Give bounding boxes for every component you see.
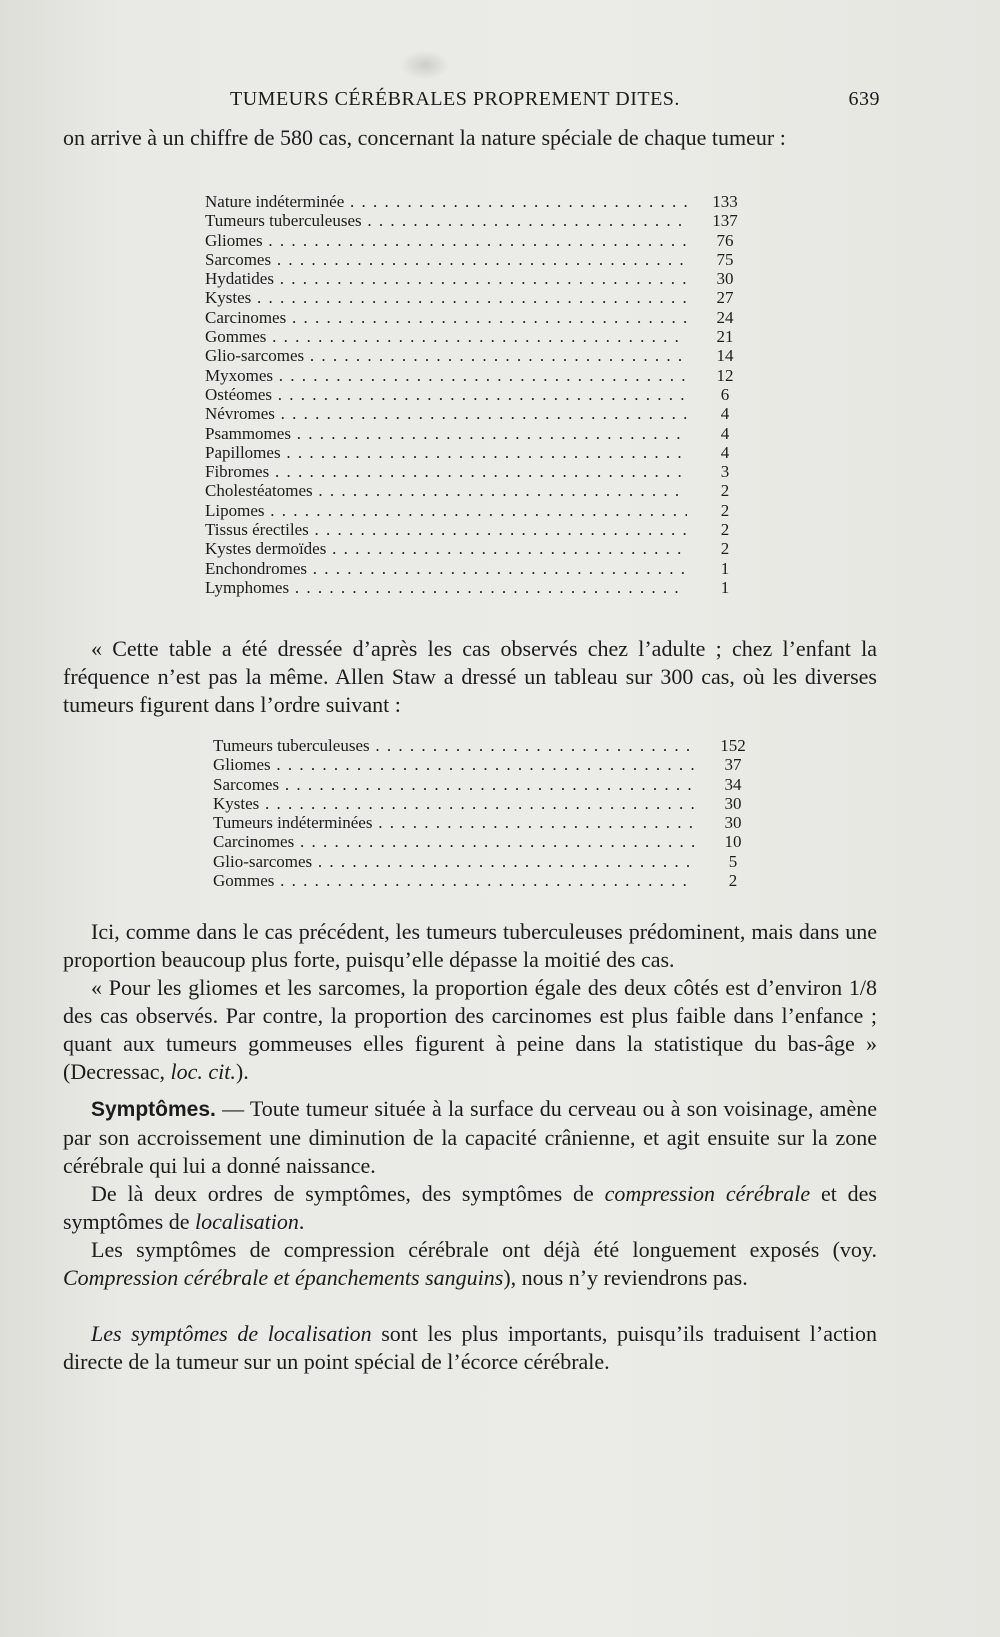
table-row-label: Ostéomes . . . [205, 385, 687, 404]
adult-table-row [205, 269, 745, 288]
gliomes-text: « Pour les gliomes et les sarcomes, la proportion égale des deux côtés est d’environ 1/8 des cas observés. Par contre, la proportion des carcinomes est plus faible dans l’enfance ; quant aux tumeurs gommeuses elles figurent à peine dans la statistique du bas-âge » (Decressac, [63, 975, 877, 1084]
table-row-count: 137 [712, 211, 738, 231]
symptomes-paragraph [63, 1095, 877, 1180]
table-row-count: 6 [720, 384, 730, 404]
table-row-label: Lipomes . . . [205, 501, 687, 520]
adult-table-row [205, 520, 745, 539]
child-table-row [213, 794, 753, 813]
table-row-count: 30 [724, 793, 742, 813]
child-table-row [213, 871, 753, 890]
localisation-paragraph [63, 1320, 877, 1376]
table-row-label: Kystes . . . [205, 288, 687, 307]
table-row-label: Carcinomes . . . [213, 832, 695, 851]
table-row-count: 12 [716, 365, 734, 385]
adult-table-row [205, 501, 745, 520]
page-number: 639 [848, 88, 880, 110]
table-row-label: Fibromes . . . [205, 462, 687, 481]
table-row-count: 2 [720, 539, 730, 559]
table-row-count: 24 [716, 307, 734, 327]
adult-table-row [205, 424, 745, 443]
child-table-row [213, 852, 753, 871]
ordres-paragraph [63, 1180, 877, 1236]
compression-paragraph [63, 1236, 877, 1292]
compression-text-b: ), nous n’y reviendrons pas. [503, 1265, 748, 1290]
adult-table-row [205, 192, 745, 211]
table-row-label: Glio-sarcomes . . . [205, 346, 687, 365]
table-row-label: Lymphomes . . . [205, 578, 687, 597]
adult-table-row [205, 327, 745, 346]
table-row-label: Psammomes . . . [205, 424, 687, 443]
table-row-count: 4 [720, 423, 730, 443]
adult-table-row [205, 559, 745, 578]
table-row-count: 34 [724, 774, 742, 794]
table-row-label: Kystes . . . [213, 794, 695, 813]
table-row-label: Sarcomes . . . [205, 250, 687, 269]
table-row-label: Myxomes . . . [205, 366, 687, 385]
comparison-paragraphs [63, 918, 877, 1086]
table-row-count: 5 [728, 851, 738, 871]
table-row-count: 4 [720, 404, 730, 424]
localisation-italic: Les symptômes de localisation [91, 1321, 372, 1346]
table-row-label: Sarcomes . . . [213, 775, 695, 794]
gliomes-citation: loc. cit. [170, 1059, 236, 1084]
adult-table-row [205, 288, 745, 307]
adult-table-row [205, 231, 745, 250]
table-row-label: Kystes dermoïdes . . . [205, 539, 687, 558]
staw-paragraph: « Cette table a été dressée d’après les cas observés chez l’adulte ; chez l’enfant la fréquence n’est pas la même. Allen Staw a dressé un tableau sur 300 cas, où les diverses tumeurs figurent dans l’ordre suivant : [63, 636, 877, 717]
adult-table-row [205, 481, 745, 500]
table-row-label: Hydatides . . . [205, 269, 687, 288]
adult-table-row [205, 346, 745, 365]
table-row-count: 10 [724, 832, 742, 852]
localisation-text: sont les plus importants, puisqu’ils traduisent l’action directe de la tumeur sur un point spécial de l’écorce cérébrale. [63, 1321, 877, 1374]
adult-table-row [205, 211, 745, 230]
ici-paragraph: Ici, comme dans le cas précédent, les tumeurs tuberculeuses prédominent, mais dans une proportion beaucoup plus forte, puisqu’elle dépasse la moitié des cas. [63, 919, 877, 972]
child-table-row [213, 755, 753, 774]
table-row-label: Névromes . . . [205, 404, 687, 423]
table-row-label: Enchondromes . . . [205, 559, 687, 578]
adult-table-row [205, 404, 745, 423]
table-row-count: 75 [716, 249, 734, 269]
table-row-label: Cholestéatomes . . . [205, 481, 687, 500]
adult-table-row [205, 385, 745, 404]
table-row-count: 2 [728, 871, 738, 891]
child-table-row [213, 813, 753, 832]
table-row-count: 1 [720, 577, 730, 597]
table-row-label: Tumeurs tuberculeuses . . . [213, 736, 695, 755]
adult-table-row [205, 462, 745, 481]
adult-table-row [205, 443, 745, 462]
table-row-label: Gommes . . . [213, 871, 695, 890]
table-row-count: 27 [716, 288, 734, 308]
adult-table-row [205, 250, 745, 269]
table-row-count: 30 [716, 269, 734, 289]
table-row-count: 21 [716, 327, 734, 347]
table-row-label: Papillomes . . . [205, 443, 687, 462]
table-row-count: 152 [720, 736, 746, 755]
adult-tumor-table [205, 192, 745, 597]
table-row-label: Carcinomes . . . [205, 308, 687, 327]
child-table-row [213, 832, 753, 851]
table-row-label: Tumeurs tuberculeuses . . . [205, 211, 687, 230]
table-row-label: Nature indéterminée . . . [205, 192, 687, 211]
table-row-label: Tissus érectiles . . . [205, 520, 687, 539]
table-row-count: 37 [724, 755, 742, 775]
ordres-text-c: . [298, 1209, 305, 1234]
gliomes-end: ). [235, 1059, 249, 1084]
table-row-count: 4 [720, 442, 730, 462]
compression-italic: Compression cérébrale et épanchements sanguins [63, 1265, 504, 1290]
symptomes-text: — Toute tumeur située à la surface du cerveau ou à son voisinage, amène par son accroissement une diminution de la capacité crânienne, et agit ensuite sur la zone cérébrale qui lui a donné naissance. [63, 1096, 877, 1178]
adult-table-row [205, 578, 745, 597]
table-row-label: Glio-sarcomes . . . [213, 852, 695, 871]
page-stain [400, 50, 450, 80]
table-row-count: 14 [716, 346, 734, 366]
ordres-text-b: et des symptômes de [63, 1181, 877, 1234]
table-row-count: 2 [720, 520, 730, 540]
child-table-row [213, 736, 753, 755]
adult-table-row [205, 539, 745, 558]
intro-paragraph: on arrive à un chiffre de 580 cas, concernant la nature spéciale de chaque tumeur : [63, 125, 786, 150]
table-row-count: 1 [720, 558, 730, 578]
table-row-count: 30 [724, 813, 742, 833]
ordres-text-a: De là deux ordres de symptômes, des symptômes de [91, 1181, 605, 1206]
table-row-count: 2 [720, 500, 730, 520]
table-row-label: Gliomes . . . [205, 231, 687, 250]
table-row-count: 76 [716, 230, 734, 250]
table-row-label: Tumeurs indéterminées . . . [213, 813, 695, 832]
ordres-italic-compression: compression cérébrale [604, 1181, 811, 1206]
ordres-italic-localisation: localisation [195, 1209, 299, 1234]
child-table-row [213, 775, 753, 794]
child-tumor-table [213, 736, 753, 890]
gliomes-paragraph [63, 974, 877, 1086]
adult-table-row [205, 308, 745, 327]
symptomes-heading: Symptômes. [91, 1098, 216, 1121]
table-row-count: 133 [712, 192, 738, 211]
table-row-count: 2 [720, 481, 730, 501]
table-row-label: Gommes . . . [205, 327, 687, 346]
adult-table-row [205, 366, 745, 385]
table-row-label: Gliomes . . . [213, 755, 695, 774]
header-title: TUMEURS CÉRÉBRALES PROPREMENT DITES. [230, 88, 680, 110]
table-row-count: 3 [720, 462, 730, 482]
compression-text-a: Les symptômes de compression cérébrale ont déjà été longuement exposés (voy. [91, 1237, 877, 1262]
